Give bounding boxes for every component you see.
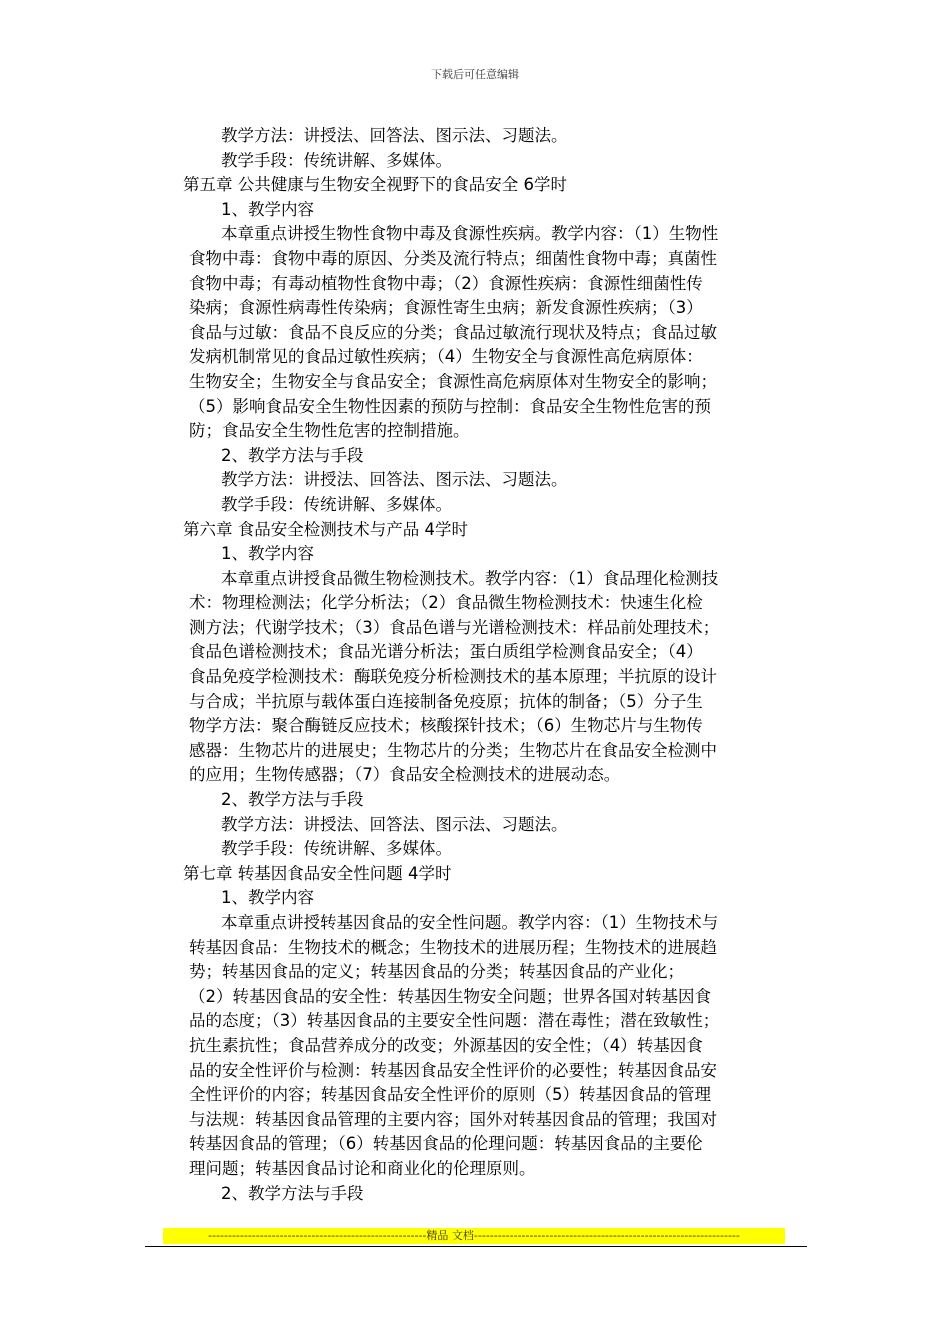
text-line: 感器：生物芯片的进展史；生物芯片的分类；生物芯片在食品安全检测中 xyxy=(189,740,717,760)
text-line: 转基因食品的管理；（6）转基因食品的伦理问题：转基因食品的主要伦 xyxy=(189,1134,703,1154)
section-heading: 2、教学方法与手段 xyxy=(221,790,364,810)
chapter-heading: 第七章 转基因食品安全性问题 4学时 xyxy=(183,863,452,883)
text-line: 防；食品安全生物性危害的控制措施。 xyxy=(189,421,470,441)
text-line: 理问题；转基因食品讨论和商业化的伦理原则。 xyxy=(189,1158,536,1178)
text-line: 与合成；半抗原与载体蛋白连接制备免疫原；抗体的制备；（5）分子生 xyxy=(189,691,703,711)
text-line: 本章重点讲授转基因食品的安全性问题。教学内容：（1）生物技术与 xyxy=(221,913,719,932)
text-line: 食品与过敏：食品不良反应的分类；食品过敏流行现状及特点；食品过敏 xyxy=(189,322,717,342)
body-text xyxy=(183,124,809,1206)
text-line: 转基因食品：生物技术的概念；生物技术的进展历程；生物技术的进展趋 xyxy=(189,937,717,957)
chapter-heading: 第五章 公共健康与生物安全视野下的食品安全 6学时 xyxy=(183,175,567,195)
text-line: 抗生素抗性；食品营养成分的改变；外源基因的安全性；（4）转基因食 xyxy=(189,1035,703,1055)
text-line: 品的态度；（3）转基因食品的主要安全性问题：潜在毒性；潜在致敏性； xyxy=(189,1011,720,1031)
text-line: 教学方法：讲授法、回答法、图示法、习题法。 xyxy=(221,470,568,490)
text-line: 食物中毒；有毒动植物性食物中毒；（2）食源性疾病：食源性细菌性传 xyxy=(189,273,703,293)
text-line: 品的安全性评价与检测：转基因食品安全性评价的必要性；转基因食品安 xyxy=(189,1060,717,1080)
text-line: 本章重点讲授生物性食物中毒及食源性疾病。教学内容：（1）生物性 xyxy=(221,224,719,244)
text-line: 物学方法：聚合酶链反应技术；核酸探针技术；（6）生物芯片与生物传 xyxy=(189,716,703,736)
text-line: 染病；食源性病毒性传染病；食源性寄生虫病；新发食源性疾病；（3） xyxy=(189,298,703,318)
text-line: 食品色谱检测技术；食品光谱分析法；蛋白质组学检测食品安全；（4） xyxy=(189,642,703,662)
text-line: 教学手段：传统讲解、多媒体。 xyxy=(221,494,452,514)
text-line: 本章重点讲授食品微生物检测技术。教学内容：（1）食品理化检测技 xyxy=(221,568,719,588)
text-line: 与法规：转基因食品管理的主要内容；国外对转基因食品的管理；我国对 xyxy=(189,1109,717,1129)
section-heading: 1、教学内容 xyxy=(221,199,314,219)
section-heading: 1、教学内容 xyxy=(221,888,314,908)
text-line: 教学方法：讲授法、回答法、图示法、习题法。 xyxy=(221,126,568,145)
chapter-heading: 第六章 食品安全检测技术与产品 4学时 xyxy=(183,519,468,539)
footer-divider xyxy=(145,1246,807,1247)
text-line: 食品免疫学检测技术：酶联免疫分析检测技术的基本原理；半抗原的设计 xyxy=(189,667,717,687)
text-line: 术：物理检测法；化学分析法；（2）食品微生物检测技术：快速生化检 xyxy=(189,593,703,613)
section-heading: 2、教学方法与手段 xyxy=(221,1183,364,1203)
text-line: 的应用；生物传感器；（7）食品安全检测技术的进展动态。 xyxy=(189,765,621,785)
text-line: 全性评价的内容；转基因食品安全性评价的原则（5）转基因食品的管理 xyxy=(189,1085,711,1105)
text-line: （5）影响食品安全生物性因素的预防与控制：食品安全生物性危害的预 xyxy=(189,396,711,416)
page-header: 下载后可任意编辑 xyxy=(431,68,519,81)
text-line: 教学手段：传统讲解、多媒体。 xyxy=(221,839,452,859)
text-line: 生物安全；生物安全与食品安全；食源性高危病原体对生物安全的影响； xyxy=(189,371,717,391)
text-line: （2）转基因食品的安全性：转基因生物安全问题；世界各国对转基因食 xyxy=(189,986,711,1006)
text-line: 势；转基因食品的定义；转基因食品的分类；转基因食品的产业化； xyxy=(189,962,684,982)
text-line: 食物中毒：食物中毒的原因、分类及流行特点；细菌性食物中毒；真菌性 xyxy=(189,248,717,268)
section-heading: 1、教学内容 xyxy=(221,544,314,564)
text-line: 测方法；代谢学技术；（3）食品色谱与光谱检测技术：样品前处理技术； xyxy=(189,617,720,637)
section-heading: 2、教学方法与手段 xyxy=(221,445,364,465)
text-line: 发病机制常见的食品过敏性疾病；（4）生物安全与食源性高危病原体： xyxy=(189,347,703,367)
text-line: 教学方法：讲授法、回答法、图示法、习题法。 xyxy=(221,814,568,834)
text-line: 教学手段：传统讲解、多媒体。 xyxy=(221,150,452,170)
page-footer: -------------------------------------------------------精品 文档------------------------------------------------------------------- xyxy=(163,1228,785,1244)
